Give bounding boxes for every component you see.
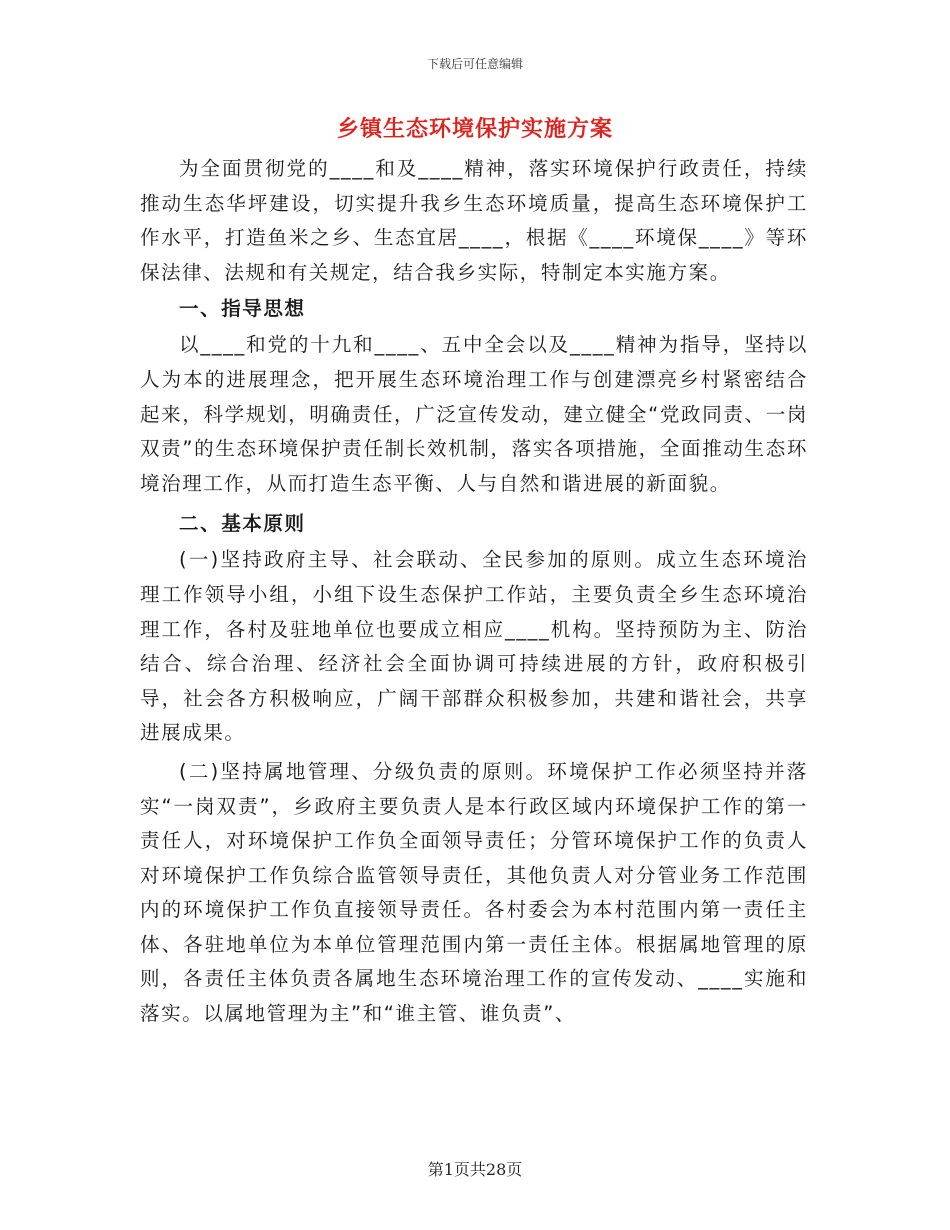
section-heading-guiding-ideology: 一、指导思想 [179,297,306,321]
section-heading-basic-principles: 二、基本原则 [179,512,306,536]
document-title: 乡镇生态环境保护实施方案 [336,117,613,142]
page-number: 第1页共28页 [427,1160,523,1179]
guiding-ideology-paragraph: 以____和党的十九和____、五中全会以及____精神为指导，坚持以人为本的进展理念，把开展生态环境治理工作与创建漂亮乡村紧密结合起来，科学规划，明确责任，广泛宣传发动，建立健全“党政同责、一岗双责”的生态环境保护责任制长效机制，落实各项措施，全面推动生态环境治理工作，从而打造生态平衡、人与自然和谐进展的新面貌。 [140,333,808,495]
intro-paragraph: 为全面贯彻党的____和及____精神，落实环境保护行政责任，持续推动生态华坪建设，切实提升我乡生态环境质量，提高生态环境保护工作水平，打造鱼米之乡、生态宜居____，根据《____环境保____》等环保法律、法规和有关规定，结合我乡实际，特制定本实施方案。 [140,157,808,284]
document-body [140,152,808,1032]
principle-two-paragraph: (二)坚持属地管理、分级负责的原则。环境保护工作必须坚持并落实“一岗双责”，乡政府主要负责人是本行政区域内环境保护工作的第一责任人，对环境保护工作负全面领导责任；分管环境保护工作的负责人对环境保护工作负综合监管领导责任，其他负责人对分管业务工作范围内的环境保护工作负直接领导责任。各村委会为本村范围内第一责任主体、各驻地单位为本单位管理范围内第一责任主体。根据属地管理的原则，各责任主体负责各属地生态环境治理工作的宣传发动、____实施和落实。以属地管理为主”和“谁主管、谁负责”、 [140,759,808,1026]
principle-one-paragraph: (一)坚持政府主导、社会联动、全民参加的原则。成立生态环境治理工作领导小组，小组下设生态保护工作站，主要负责全乡生态环境治理工作，各村及驻地单位也要成立相应____机构。坚持预防为主、防治结合、综合治理、经济社会全面协调可持续进展的方针，政府积极引导，社会各方积极响应，广阔干部群众积极参加，共建和谐社会，共享进展成果。 [140,548,808,745]
header-note: 下载后可任意编辑 [426,57,523,71]
